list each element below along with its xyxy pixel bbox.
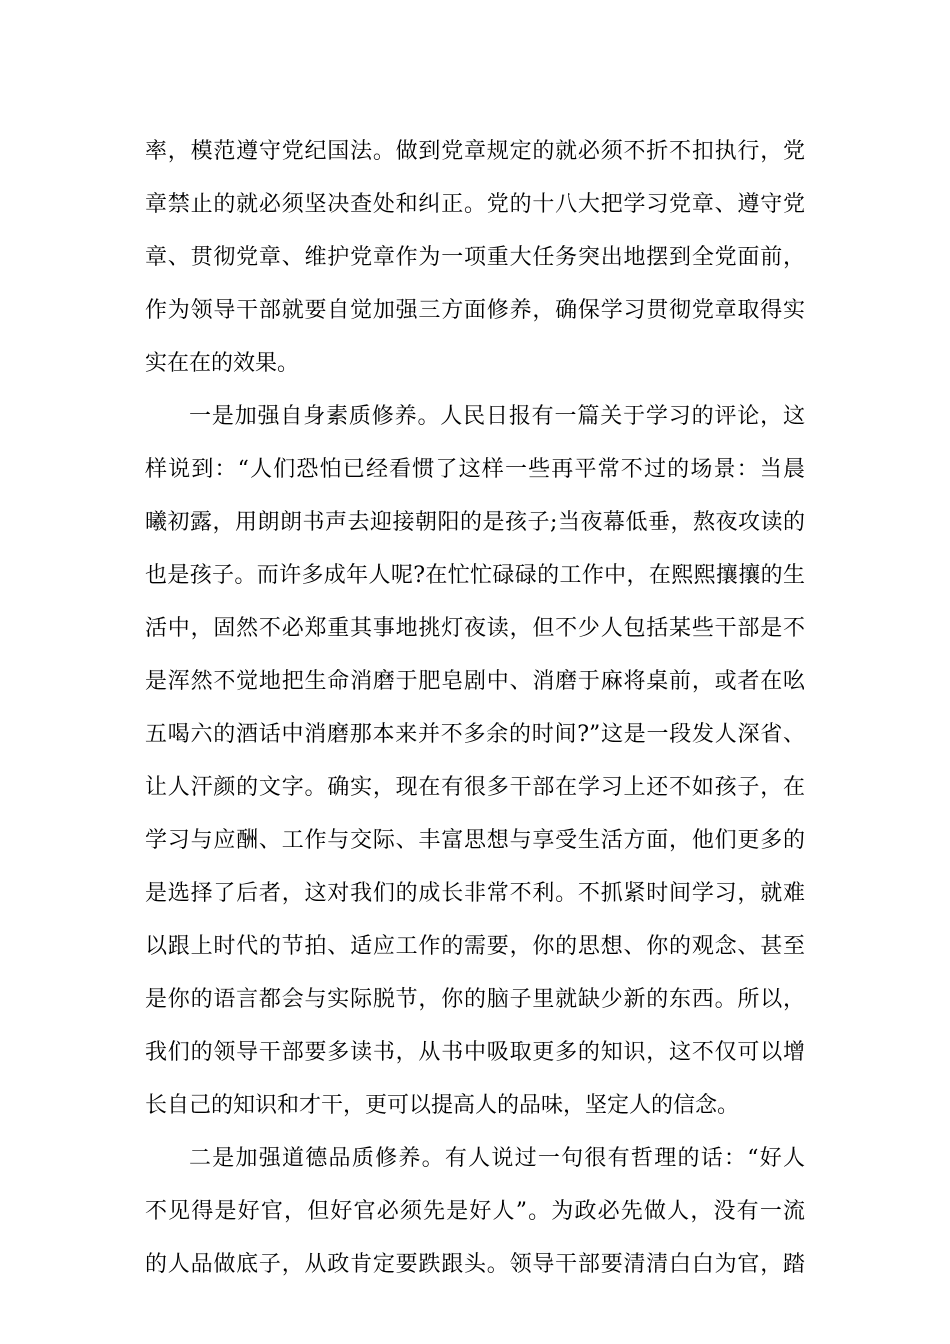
text-line: 让人汗颜的文字。确实，现在有很多干部在学习上还不如孩子，在 — [145, 775, 805, 800]
text-line: 五喝六的酒话中消磨那本来并不多余的时间?”这是一段发人深省、 — [145, 722, 805, 747]
text-line: 长自己的知识和才干，更可以提高人的品味，坚定人的信念。 — [145, 1093, 740, 1118]
paragraph-first-line: 一是加强自身素质修养。人民日报有一篇关于学习的评论，这 — [189, 404, 805, 429]
text-line: 是浑然不觉地把生命消磨于肥皂剧中、消磨于麻将桌前，或者在吆 — [145, 669, 805, 694]
text-line: 是选择了后者，这对我们的成长非常不利。不抓紧时间学习，就难 — [145, 881, 805, 906]
text-line: 学习与应酬、工作与交际、丰富思想与享受生活方面，他们更多的 — [145, 828, 805, 853]
text-line: 的人品做底子，从政肯定要跌跟头。领导干部要清清白白为官，踏 — [145, 1252, 805, 1277]
text-line: 我们的领导干部要多读书，从书中吸取更多的知识，这不仅可以增 — [145, 1040, 805, 1065]
text-line: 也是孩子。而许多成年人呢?在忙忙碌碌的工作中，在熙熙攘攘的生 — [145, 563, 805, 588]
text-line: 是你的语言都会与实际脱节，你的脑子里就缺少新的东西。所以， — [145, 987, 805, 1012]
text-line: 率，模范遵守党纪国法。做到党章规定的就必须不折不扣执行，党 — [145, 139, 805, 164]
text-line: 活中，固然不必郑重其事地挑灯夜读，但不少人包括某些干部是不 — [145, 616, 805, 641]
paragraph-first-line: 二是加强道德品质修养。有人说过一句很有哲理的话：“好人 — [189, 1146, 805, 1171]
text-line: 实在在的效果。 — [145, 351, 300, 376]
text-line: 样说到：“人们恐怕已经看惯了这样一些再平常不过的场景：当晨 — [145, 457, 805, 482]
text-line: 以跟上时代的节拍、适应工作的需要，你的思想、你的观念、甚至 — [145, 934, 805, 959]
text-line: 章禁止的就必须坚决查处和纠正。党的十八大把学习党章、遵守党 — [145, 192, 805, 217]
text-line: 作为领导干部就要自觉加强三方面修养，确保学习贯彻党章取得实 — [145, 298, 805, 323]
text-line: 曦初露，用朗朗书声去迎接朝阳的是孩子;当夜幕低垂，熬夜攻读的 — [145, 510, 805, 535]
text-line: 不见得是好官，但好官必须先是好人”。为政必先做人，没有一流 — [145, 1199, 805, 1224]
text-line: 章、贯彻党章、维护党章作为一项重大任务突出地摆到全党面前， — [145, 245, 805, 270]
